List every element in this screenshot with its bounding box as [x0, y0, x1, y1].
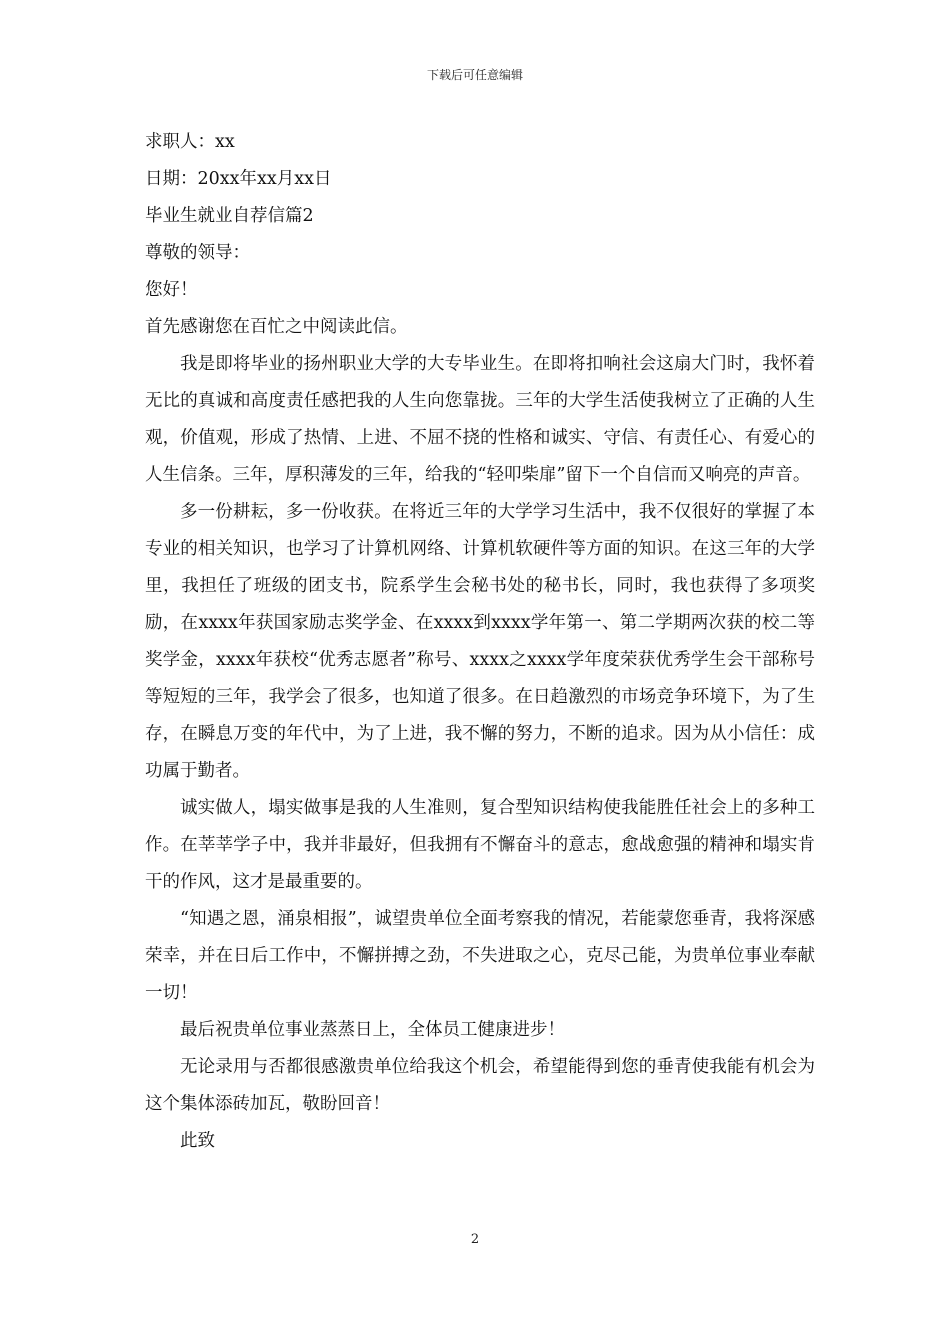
salutation: 尊敬的领导：: [145, 243, 250, 263]
paragraph-wishes: 最后祝贵单位事业蒸蒸日上，全体员工健康进步！: [180, 1020, 565, 1040]
closing-line: 此致: [180, 1131, 215, 1151]
date-line: 日期：20xx年xx月xx日: [145, 169, 332, 189]
opening-line: 首先感谢您在百忙之中阅读此信。: [145, 317, 408, 337]
paragraph-principles: 诚实做人，塌实做事是我的人生准则，复合型知识结构使我能胜任社会上的多种工作。在莘莘学子中，我并非最好，但我拥有不懈奋斗的意志，愈战愈强的精神和塌实肯干的作风，这才是最重要的。: [145, 798, 815, 892]
page-number: 2: [470, 1232, 480, 1247]
paragraph-gratitude: 无论录用与否都很感激贵单位给我这个机会，希望能得到您的垂青使我能有机会为这个集体添砖加瓦，敬盼回音！: [145, 1057, 815, 1114]
page-header: 下载后可任意编辑: [426, 68, 523, 82]
section-title: 毕业生就业自荐信篇2: [145, 206, 314, 226]
document-body: [145, 124, 815, 1160]
paragraph-introduction: 我是即将毕业的扬州职业大学的大专毕业生。在即将扣响社会这扇大门时，我怀着无比的真诚和高度责任感把我的人生向您靠拢。三年的大学生活使我树立了正确的人生观，价值观，形成了热情、上进、不屈不挠的性格和诚实、守信、有责任心、有爱心的人生信条。三年，厚积薄发的三年，给我的“轻叩柴扉”留下一个自信而又响亮的声音。: [145, 354, 815, 485]
greeting: 您好！: [145, 280, 198, 300]
paragraph-achievements: 多一份耕耘，多一份收获。在将近三年的大学学习生活中，我不仅很好的掌握了本专业的相关知识，也学习了计算机网络、计算机软硬件等方面的知识。在这三年的大学里，我担任了班级的团支书，院系学生会秘书处的秘书长，同时，我也获得了多项奖励，在xxxx年获国家励志奖学金、在xxxx到xxxx学年第一、第二学期两次获的校二等奖学金，xxxx年获校“优秀志愿者”称号、xxxx之xxxx学年度荣获优秀学生会干部称号等短短的三年，我学会了很多，也知道了很多。在日趋激烈的市场竞争环境下，为了生存，在瞬息万变的年代中，为了上进，我不懈的努力，不断的追求。因为从小信任：成功属于勤者。: [145, 502, 815, 781]
applicant-line: 求职人：xx: [145, 132, 235, 152]
paragraph-request: “知遇之恩，涌泉相报”，诚望贵单位全面考察我的情况，若能蒙您垂青，我将深感荣幸，并在日后工作中，不懈拼搏之劲，不失进取之心，克尽己能，为贵单位事业奉献一切！: [145, 909, 815, 1003]
